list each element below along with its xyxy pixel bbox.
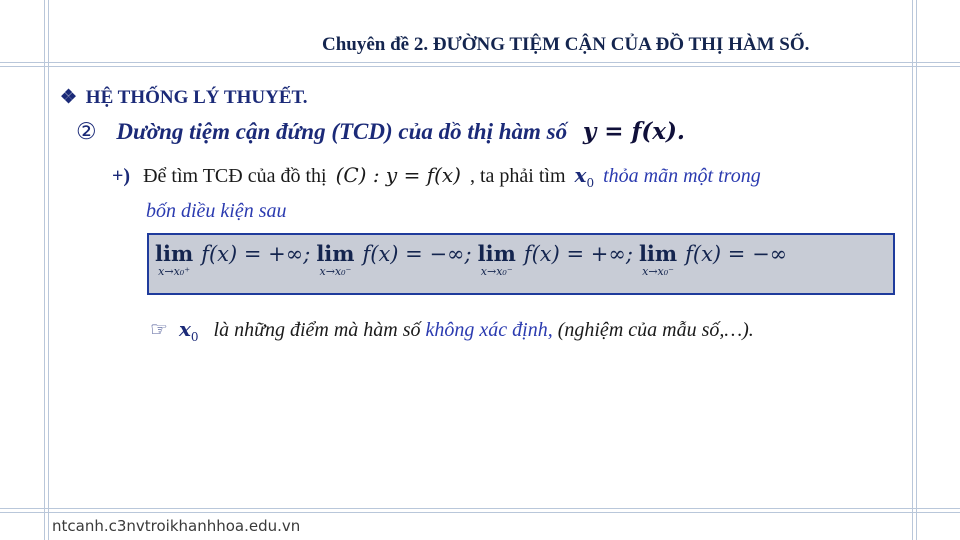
limit-2-operator bbox=[316, 243, 354, 279]
limit-3 bbox=[478, 243, 633, 279]
hint-text-b: không xác định, bbox=[425, 319, 553, 341]
limit-4 bbox=[639, 243, 787, 279]
limit-1 bbox=[155, 243, 310, 279]
limit-1-under: x→x₀⁺ bbox=[158, 265, 191, 278]
section-title: HỆ THỐNG LÝ THUYẾT. bbox=[85, 87, 308, 108]
limit-2 bbox=[316, 243, 471, 279]
footer-url: ntcanh.c3nvtroikhanhhoa.edu.vn bbox=[52, 517, 301, 535]
item-number: ② bbox=[76, 119, 97, 144]
hint-line bbox=[150, 317, 754, 344]
pointing-hand-icon: ☞ bbox=[150, 319, 168, 341]
hint-var-letter: x bbox=[178, 317, 191, 341]
item-math: y = f(x). bbox=[582, 118, 685, 145]
instruction-var-sub: 0 bbox=[586, 176, 595, 190]
limits-box bbox=[147, 233, 895, 295]
frame-line-left-inner bbox=[48, 0, 49, 540]
frame-line-bottom-inner bbox=[0, 512, 960, 513]
instruction-continuation: bốn diều kiện sau bbox=[146, 200, 287, 222]
instruction-text-a: Để tìm TCĐ của đồ thị bbox=[143, 165, 327, 187]
instruction-text-b: , ta phải tìm bbox=[469, 165, 566, 187]
limit-4-operator bbox=[639, 243, 677, 279]
limit-2-under: x→x₀⁻ bbox=[319, 265, 352, 278]
limit-3-op: lim bbox=[477, 241, 516, 266]
limits-row bbox=[155, 243, 793, 279]
limit-3-under: x→x₀⁻ bbox=[480, 265, 513, 278]
instruction-var bbox=[574, 163, 595, 190]
frame-line-top-inner bbox=[0, 66, 960, 67]
limit-3-expr: f(x) = +∞; bbox=[523, 242, 633, 266]
limit-2-expr: f(x) = −∞; bbox=[362, 242, 472, 266]
limit-1-op: lim bbox=[155, 241, 194, 266]
hint-text-c: (nghiệm của mẫu số,…). bbox=[557, 319, 754, 341]
instruction-math: (C) : y = f(x) bbox=[335, 163, 461, 187]
frame-line-bottom bbox=[0, 508, 960, 509]
frame-line-right-inner bbox=[912, 0, 913, 540]
limit-4-expr: f(x) = −∞ bbox=[685, 242, 788, 266]
item-text: Dường tiệm cận đứng (TCD) của dồ thị hàm số bbox=[116, 119, 568, 144]
limit-2-op: lim bbox=[316, 241, 355, 266]
instruction-text-c: thỏa mãn một trong bbox=[603, 165, 761, 187]
section-heading bbox=[60, 86, 308, 109]
item-heading bbox=[76, 118, 685, 145]
limit-3-operator bbox=[478, 243, 516, 279]
limit-4-under: x→x₀⁻ bbox=[642, 265, 674, 278]
instruction-prefix: +) bbox=[112, 165, 131, 187]
frame-line-top bbox=[0, 62, 960, 63]
limit-1-expr: f(x) = +∞; bbox=[201, 242, 311, 266]
limit-4-op: lim bbox=[638, 241, 678, 266]
hint-var bbox=[178, 317, 199, 344]
limit-1-operator bbox=[155, 243, 193, 279]
diamond-bullet-icon: ❖ bbox=[60, 87, 78, 108]
hint-var-sub: 0 bbox=[190, 330, 199, 344]
frame-line-right-outer bbox=[916, 0, 917, 540]
frame-line-left-outer bbox=[44, 0, 45, 540]
instruction-line bbox=[112, 163, 761, 190]
instruction-var-letter: x bbox=[574, 163, 587, 187]
hint-text-a: là những điểm mà hàm số bbox=[213, 319, 421, 341]
page-title: Chuyên đề 2. ĐƯỜNG TIỆM CẬN CỦA ĐỒ THỊ HÀM SỐ. bbox=[322, 34, 810, 55]
